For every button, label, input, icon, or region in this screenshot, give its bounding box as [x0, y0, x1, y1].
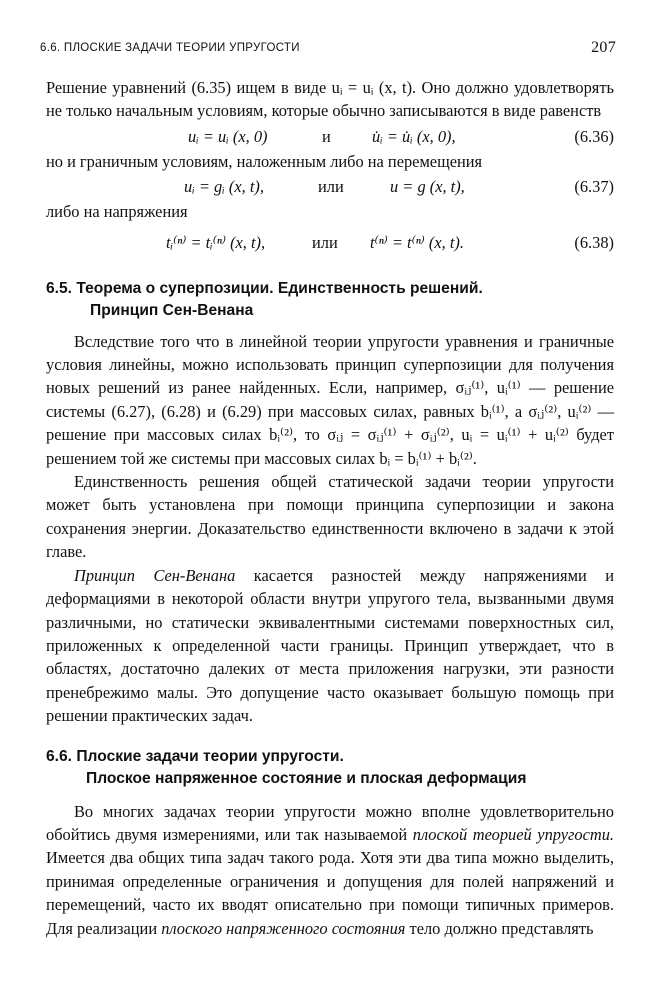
page-number: 207: [591, 39, 616, 56]
equation-number: (6.38): [574, 232, 614, 252]
equation-part: или: [318, 177, 344, 197]
equation-part: и: [322, 126, 331, 146]
equation-part: u = g (x, t),: [390, 177, 465, 197]
equation-6-36: [46, 123, 614, 150]
paragraph-stresses: либо на напряжения: [46, 202, 188, 222]
section-title-line: 6.5. Теорема о суперпозиции. Единственность решений.: [46, 279, 483, 297]
equation-number: (6.37): [574, 177, 614, 197]
paragraph-boundary: но и граничным условиям, наложенным либо на перемещения: [46, 151, 483, 171]
equation-part: t⁽ⁿ⁾ = t⁽ⁿ⁾ (x, t).: [370, 232, 464, 252]
equation-6-37: [46, 173, 614, 200]
section-title-line: Принцип Сен-Венана: [90, 301, 254, 319]
emphasis: плоской теорией упругости.: [412, 824, 615, 844]
page-body: [46, 76, 614, 940]
running-header: [40, 39, 616, 56]
paragraph-saint-venant: [46, 564, 614, 728]
equation-part: или: [312, 232, 338, 252]
text-run: касается разностей между напряжениями и деформациями в некоторой области внутри упругого тела, вызванными двумя различными, но статически эквивалентными системами поверхностных сил, приложенных к определенной части границы. Принцип утверждает, что в областях, достаточно далеких от места приложения нагрузки, эти разности пренебрежимо малы. Это допущение часто оказывает большую помощь при решении практических задач.: [46, 565, 614, 726]
emphasis: плоского напряженного состояния: [161, 918, 406, 938]
equation-part: uᵢ = gᵢ (x, t),: [184, 177, 264, 197]
paragraph-plane-problems: [46, 800, 614, 940]
section-heading-6-5: [46, 278, 614, 322]
text-run: Во многих задачах теории упругости можно вполне удовлетворительно обойтись двумя измерениями, или так называемой: [46, 801, 614, 844]
equation-part: uᵢ = uᵢ (x, 0): [188, 126, 268, 146]
text-run: Имеется два общих типа задач такого рода. Хотя эти два типа можно выделить, принимая определенные ограничения и допущения для полей напряжений и перемещений, часто их вводят описательно при помощи типичных примеров. Для реализации: [46, 848, 614, 938]
running-title: 6.6. ПЛОСКИЕ ЗАДАЧИ ТЕОРИИ УПРУГОСТИ: [40, 42, 300, 54]
paragraph-intro: Решение уравнений (6.35) ищем в виде uᵢ = uᵢ (x, t). Оно должно удовлетворять не только начальным условиям, которые обычно записываются в виде равенств: [46, 78, 614, 121]
equation-number: (6.36): [574, 126, 614, 146]
paragraph-superposition: Вследствие того что в линейной теории упругости уравнения и граничные условия линейны, можно использовать принцип суперпозиции для получения новых решений из ранее найденных. Если, например, σᵢⱼ⁽¹⁾, uᵢ⁽¹⁾ — решение системы (6.27), (6.28) и (6.29) при массовых силах, равных bᵢ⁽¹⁾, а σᵢⱼ⁽²⁾, uᵢ⁽²⁾ — решение при массовых силах bᵢ⁽²⁾, то σᵢⱼ = σᵢⱼ⁽¹⁾ + σᵢⱼ⁽²⁾, uᵢ = uᵢ⁽¹⁾ + uᵢ⁽²⁾ будет решением той же системы при массовых силах bᵢ = bᵢ⁽¹⁾ + bᵢ⁽²⁾.: [46, 331, 614, 468]
emphasis: Принцип Сен-Венана: [74, 565, 236, 585]
equation-part: u̇ᵢ = u̇ᵢ (x, 0),: [372, 126, 456, 146]
equation-6-38: [46, 224, 614, 262]
section-title-line: 6.6. Плоские задачи теории упругости.: [46, 747, 344, 765]
section-title-line: Плоское напряженное состояние и плоская деформация: [86, 769, 527, 787]
equation-part: tᵢ⁽ⁿ⁾ = tᵢ⁽ⁿ⁾ (x, t),: [166, 232, 266, 252]
section-heading-6-6: [46, 746, 614, 790]
text-run: тело должно представлять: [405, 918, 594, 938]
paragraph-uniqueness: Единственность решения общей статической задачи теории упругости может быть установлена при помощи принципа суперпозиции и закона сохранения энергии. Доказательство единственности включено в задачи к этой главе.: [46, 472, 614, 562]
